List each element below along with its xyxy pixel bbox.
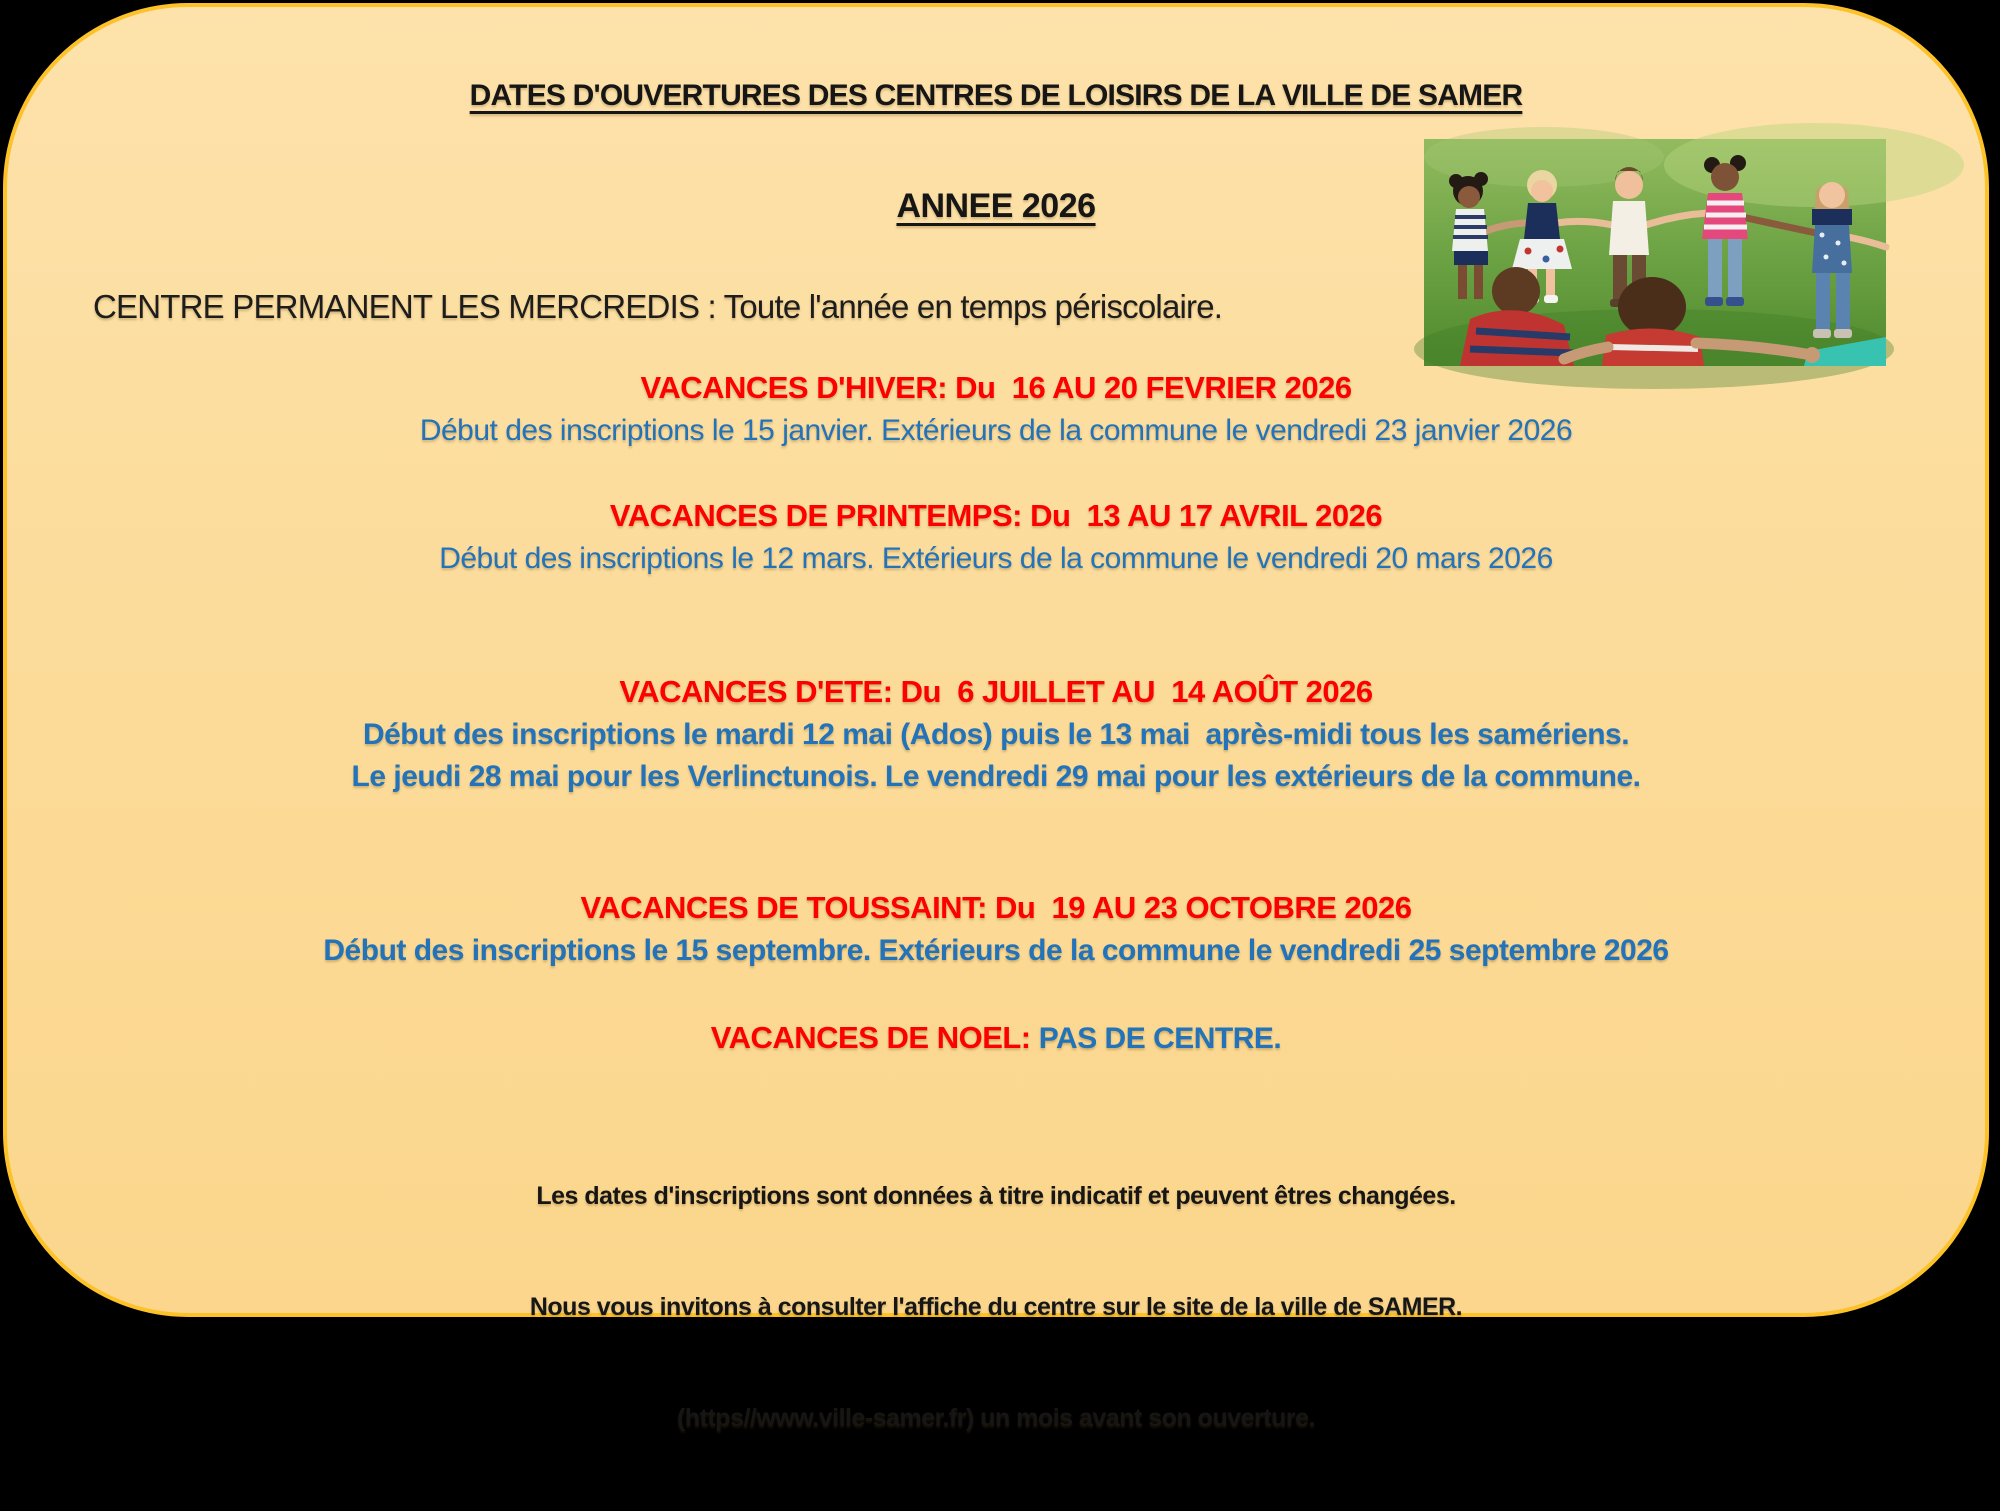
footer-line-2: Nous vous invitons à consulter l'affiche du centre sur le site de la ville de SAMER. (529, 1293, 1463, 1321)
christmas-section-note: PAS DE CENTRE. (1038, 1022, 1282, 1055)
footer-note (7, 1104, 1985, 1511)
toussaint-section-line: Début des inscriptions le 15 septembre. Extérieurs de la commune le vendredi 25 septembre 2026 (323, 934, 1669, 967)
winter-section-title: VACANCES D'HIVER: Du 16 AU 20 FEVRIER 2026 (640, 370, 1352, 405)
poster-card (3, 3, 1989, 1432)
toussaint-section-title: VACANCES DE TOUSSAINT: Du 19 AU 23 OCTOBRE 2026 (580, 890, 1412, 925)
footer-line-3: (https//www.ville-samer.fr) un mois avant son ouverture. (677, 1404, 1315, 1432)
summer-section-line-1: Début des inscriptions le mardi 12 mai (Ados) puis le 13 mai après-midi tous les samériens. (362, 718, 1630, 751)
summer-section-line-2: Le jeudi 28 mai pour les Verlinctunois. Le vendredi 29 mai pour les extérieurs de la commune. (351, 760, 1641, 793)
winter-section-line: Début des inscriptions le 15 janvier. Extérieurs de la commune le vendredi 23 janvier 2026 (419, 414, 1573, 447)
christmas-section (7, 1020, 1985, 1056)
children-photo-graphic (1424, 139, 1886, 366)
page-title: DATES D'OUVERTURES DES CENTRES DE LOISIRS DE LA VILLE DE SAMER (469, 79, 1523, 112)
spring-section-title: VACANCES DE PRINTEMPS: Du 13 AU 17 AVRIL 2026 (609, 498, 1383, 533)
year-heading: ANNEE 2026 (896, 187, 1096, 225)
footer-line-1: Les dates d'inscriptions sont données à titre indicatif et peuvent êtres changées. (536, 1182, 1456, 1210)
children-photo (1424, 139, 1886, 366)
christmas-section-spacer (1031, 1020, 1039, 1055)
spring-section-line: Début des inscriptions le 12 mars. Extérieurs de la commune le vendredi 20 mars 2026 (439, 542, 1553, 575)
christmas-section-title: VACANCES DE NOEL: (710, 1020, 1031, 1055)
summer-section-title: VACANCES D'ETE: Du 6 JUILLET AU 14 AOÛT 2026 (619, 674, 1373, 709)
permanent-center-line: CENTRE PERMANENT LES MERCREDIS : Toute l'année en temps périscolaire. (93, 288, 1223, 325)
